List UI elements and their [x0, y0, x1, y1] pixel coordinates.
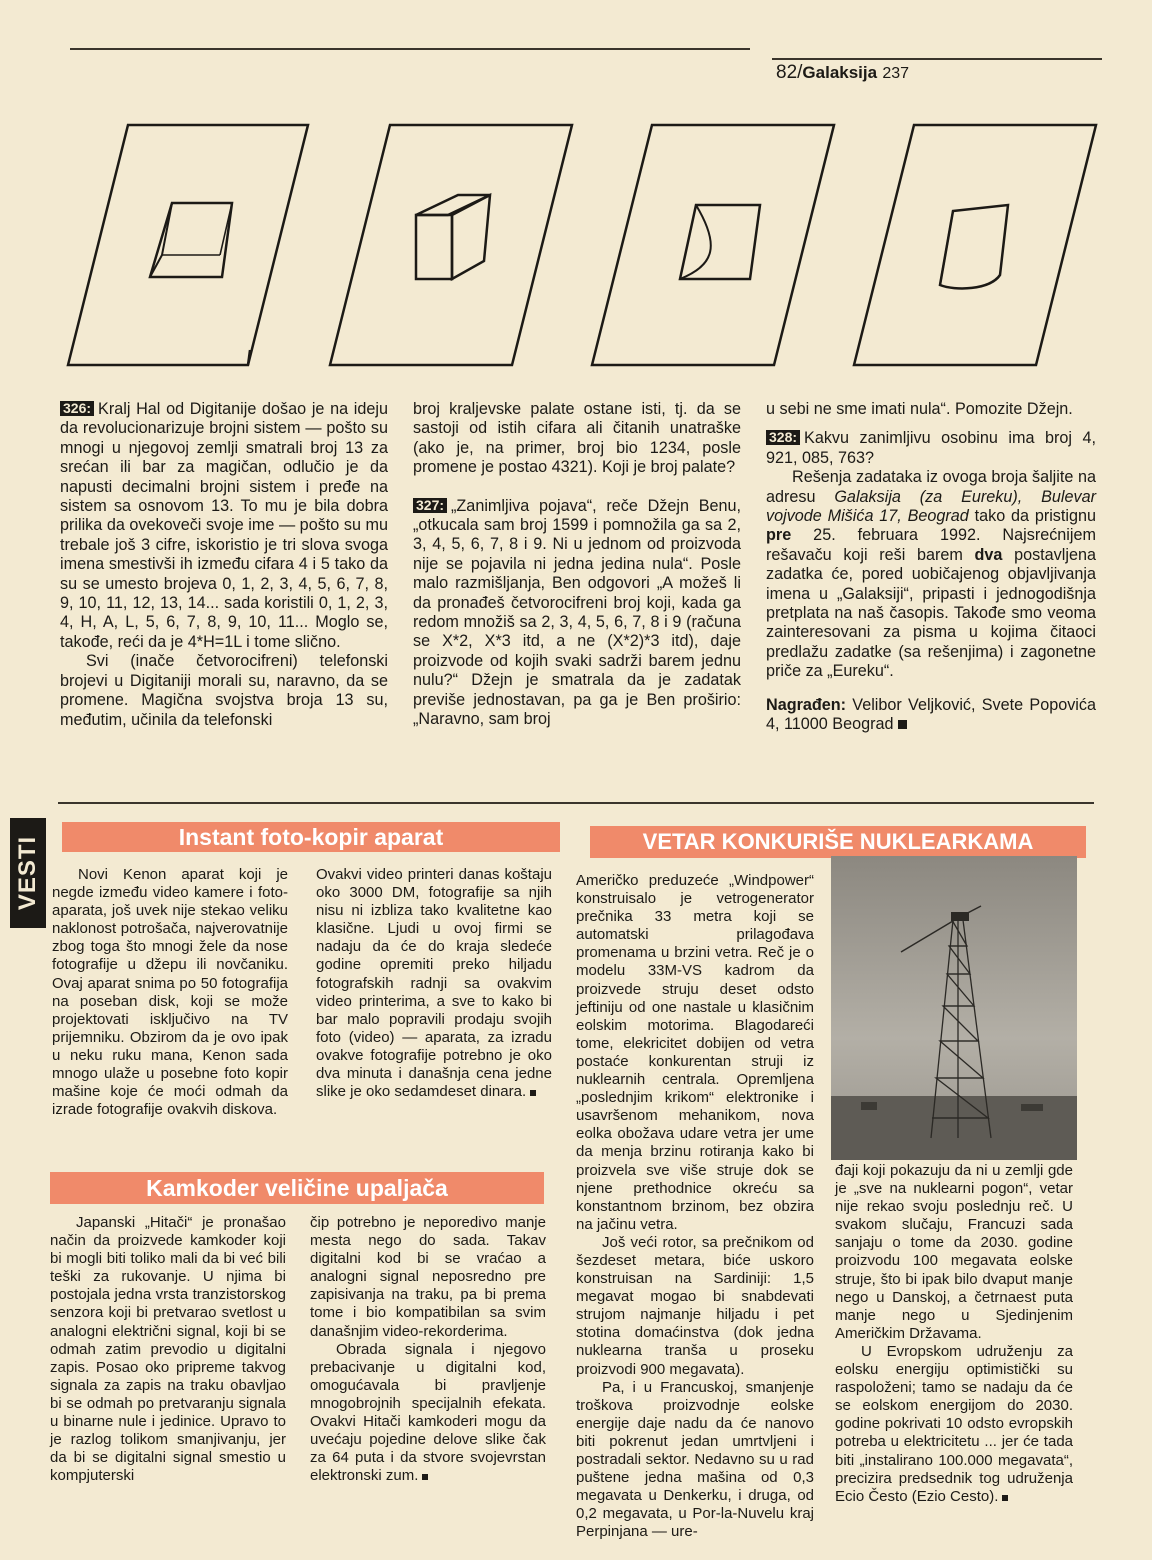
article-kamkoder-col-2 — [310, 1214, 546, 1485]
end-mark-icon — [898, 720, 907, 729]
article-vetar-col-2 — [835, 1162, 1073, 1506]
article-vetar-paragraph-1: Američko preduzeće „Windpower“ konstruisalo je vetrogenerator prečnika 33 metra koji se automatski prilagođava promenama u brzini vetra. Reč je o modelu 33M-VS kadrom da proizvede struju deset odsto jeftiniju od one nastale u klasičnim eolskim motorima. Blagodareći tome, elekricitet dobijen od vetra postaće konkurentan struji iz nuklearnih centrala. Opremljena „poslednjim krikom“ elektronike i usavršenom mehanikom, nova eolka obožava udare vetra jer ume da menja brzinu rotiranja kako bi proizvela sve više struje dok se njene prethodnice okreću sa konstantnom brzinom, bez obzira na jačinu vetra. — [576, 872, 814, 1233]
article-kamkoder-paragraph-1: Japanski „Hitači“ je pronašao način da proizvede kamkoder koji bi mogli biti toliko mali da bi već bili teški za rukovanje. U njima bi postojala jedna vrsta tranzistorskog senzora koji bi pretvarao svetlost u analogni električni signal, koji bi se odmah zatim prevodio u digitalni zapis. Posao oko pripreme takvog signala za zapis na traku obavljao bi se odmah po pretvaranju signala u binarne nule i jedinice. Upravo to je razlog tolikom smanjivanju, jer da bi se digitalni signal smestio u kompjuterski — [50, 1214, 286, 1485]
puzzle-326-continuation: broj kraljevske palate ostane isti, tj. da se sastoji od istih cifara ali čitanih unatraške (ako je, na primer, broj bio 1234, posle promene je postao 4321). Koji je broj palate? — [413, 400, 741, 477]
solutions-pre: pre — [766, 526, 792, 545]
puzzle-328-paragraph: Kakvu zanimljivu osobinu ima broj 4, 921, 085, 763? — [766, 429, 1096, 467]
article-vetar-paragraph-3: Pa, i u Francuskoj, smanjenje troškova proizvodnje eolske energije daje nadu da će nanovo biti pokrenut jedan umrtvljeni i postradali sektor. Nedavno su u rad puštene jedna mašina od 0,3 megavata u Denkerku, i druga, od 0,2 megavata, u Por-la-Nuvelu kraj Perpinjana — ure- — [576, 1378, 814, 1541]
puzzle-328-tag: 328: — [766, 430, 800, 445]
puzzle-column-2 — [413, 400, 741, 730]
puzzle-326-paragraph-2: Svi (inače četvorocifreni) telefonski brojevi u Digitaniji morali su, naravno, da se promene. Magična svojstva broja 13 su, međutim, učinila da telefonski — [60, 652, 388, 729]
solutions-address: Galaksija (za Eureku), Bulevar vojvode Mišića 17, Beograd — [766, 487, 1096, 526]
article-kamkoder-paragraph-2: čip potrebno je neporedivo manje mesta nego do sada. Takav digitalni kod bi se vraćao a analogni signal neposredno pre zapisivanja na traku, pa bi prema tome i bio kompatibilan sa svim današnjim video-rekorderima. — [310, 1214, 546, 1340]
puzzle-327-tag: 327: — [413, 498, 447, 513]
article-foto-paragraph-1: Novi Kenon aparat koji je negde između video kamere i foto-aparata, još uvek nije stekao veliku naklonost potrošača, najverovatnije zbog toga što mnogi žele da nose fotografije u džepu ili novčaniku. Ovaj aparat snima po 50 fotografija na poseban disk, koji se može projektovati isključivo na TV prijemniku. Obzirom da je ovo ipak u neku ruku mana, Kenon sada mnogo ulaže u posebne foto kopir mašine koje će moći odmah da izrade fotografije ovakvih diskova. — [52, 866, 288, 1119]
end-mark-icon — [1002, 1495, 1008, 1501]
top-rule-left — [70, 48, 750, 50]
puzzle-326-text — [60, 400, 388, 652]
puzzle-326-tag: 326: — [60, 401, 94, 416]
slab-1 — [68, 125, 308, 365]
puzzle-327-continuation: u sebi ne sme imati nula“. Pomozite Džejn. — [766, 400, 1073, 418]
winner-name: Velibor Veljković, Svete Popovića 4, 11000 Beograd — [766, 695, 1096, 734]
solutions-text-d: postavljena zadatka će, pored uobičajenog objavljivanja imena u „Galaksiji“, pripasti i jednogodišnja pretplata na naš časopis. Takođe smo veoma zainteresovani za pisma u kojima čitaoci predlažu zadatke (sa rešenjima) i zagonetne priče za „Eureku“. — [766, 545, 1096, 681]
slab-2 — [330, 125, 572, 365]
article-vetar-title: VETAR KONKURIŠE NUKLEARKAMA — [590, 826, 1086, 858]
article-foto-col-2 — [316, 866, 552, 1101]
winner-label: Nagrađen: — [766, 695, 847, 714]
article-vetar-col-1 — [576, 872, 814, 1541]
solutions-text-c: 25. februara 1992. Najsrećnijem rešavaču koji reši barem — [766, 526, 1096, 564]
end-mark-icon — [422, 1474, 428, 1480]
article-foto-paragraph-2-text: Ovakvi video printeri danas koštaju oko 3000 DM, fotografije sa njih nisu ni izbliza tako kvalitetne kao klasične. Ljudi u ovoj firmi se nadaju da će do kraja sledeće godine opremiti preko hiljadu fotografskih radnji sa ovakvim video printerima, a sve to kako bi bar malo popravili prodaju svojih foto (video) — aparata, za izradu ovakve fotografije potrebno je oko dva minuta i današnja cena jedne slike je oko sedamdeset dinara. — [316, 866, 552, 1101]
puzzle-328-text — [766, 429, 1096, 468]
article-kamkoder-col-1 — [50, 1214, 286, 1485]
solutions-dva: dva — [974, 545, 1003, 564]
article-vetar-paragraph-2: Još veći rotor, sa prečnikom od šezdeset metara, biće uskoro konstruisan na Sardiniji: 1,5 megavat mogao bi snabdevati strujom najmanje hiljadu i pet stotina domaćinstva (dok jedna nuklearna tranša u proseku proizvodi 900 megavata). — [576, 1233, 814, 1378]
puzzle-column-3 — [766, 400, 1096, 735]
solutions-text-a: Rešenja zadataka iz ovoga broja šaljite na adresu — [766, 468, 1096, 506]
magazine-name: Galaksija — [802, 63, 878, 82]
top-rule-right — [772, 58, 1102, 60]
puzzle-column-1 — [60, 400, 388, 730]
article-vetar-paragraph-5-text: U Evropskom udruženju za eolsku energiju optimistički su raspoloženi; tamo se nadaju da će se eolskom energijom do 2030. godine pokrivati 10 odsto evropskih potreba u elektricitetu ... jer će tada biti „instalirano 100.000 megavata“, precizira predsednik tog udruženja Ecio Često (Ezio Cesto). — [835, 1342, 1073, 1505]
section-label-vesti — [10, 818, 46, 928]
slab-4 — [854, 125, 1096, 365]
puzzle-326-paragraph-1: Kralj Hal od Digitanije došao je na ideju da revolucionarizuje brojni sistem — pošto su mnogi u njegovoj zemlji smatrali broj 13 za srećan ili bar za magičan, odlučio je da napusti decimalni brojni sistem i pređe na sistem sa osnovom 13. To mu je bila dobra prilika da ovekoveči svoje ime — pošto su mu trebale još 3 cifre, iskoristio je tri slova svoga imena smestivši ih između cifara 4 i 5 tako da su se umesto brojeva 0, 1, 2, 3, 4, 5, 6, 7, 8, 9, 10, 11, 12, 13, 14... sada koristili 0, 1, 2, 3, 4, H, A, L, 5, 6, 7, 8, 9, 10, 11... Moglo se, takođe, reći da je 4*H=1L i tome slično. — [60, 400, 388, 651]
puzzle-327-text — [413, 497, 741, 730]
page-number: 82/ — [776, 62, 803, 83]
article-kamkoder-title: Kamkoder veličine upaljača — [50, 1172, 544, 1204]
article-vetar-paragraph-4: đaji koji pokazuju da ni u zemlji gde je „sve na nuklearni pogon“, vetar nije rekao svoju poslednju reč. U svakom slučaju, Francuzi sada sanjaju o tome da 2030. godine proizvodu 100 megavata eolske struje, što bi ipak bilo dvaput manje nego u Danskoj, a četrnaest puta manje nego u Sjedinjenim Američkim Državama. — [835, 1162, 1073, 1342]
section-divider — [58, 802, 1094, 804]
solutions-paragraph — [766, 468, 1096, 681]
winner-line — [766, 696, 1096, 735]
article-foto-title: Instant foto-kopir aparat — [62, 822, 560, 852]
issue-number: 237 — [882, 65, 910, 82]
solutions-text-b: tako da pristignu — [968, 507, 1097, 526]
puzzle-327-paragraph: „Zanimljiva pojava“, reče Džejn Benu, „otkucala sam broj 1599 i pomnožila ga sa 2, 3, 4, 5, 6, 7, 8 i 9. Ni u jednom od proizvoda nije se pojavila ni jedna jedina nula“. Posle malo razmišljanja, Ben odgovori „A možeš li da pronađeš četvorocifreni broj koji, kada ga redom množiš sa 2, 3, 4, 5, 6, 7, 8 i 9 (računa se X*2, X*3 itd, a ne (X*2)*3 itd), daje proizvode od kojih svaki sadrži barem jednu nulu?“ Džejn je smatrala da je zadatak previše jednostavan, pa ga je Ben proširio: „Naravno, sam broj — [413, 496, 741, 729]
puzzle-figure — [60, 115, 1110, 385]
wind-turbine-photo — [831, 856, 1077, 1160]
article-foto-paragraph-2 — [316, 866, 552, 1101]
page-header — [776, 62, 909, 84]
article-vetar-paragraph-5 — [835, 1343, 1073, 1506]
section-label-text: VESTI — [14, 835, 41, 911]
article-kamkoder-paragraph-3-text: Obrada signala i njegovo prebacivanje u digitalni kod, omogućavala bi pravljenje mnogobrojnih specijalnih efekata. Ovakvi Hitači kamkoderi mogu da uvećaju pojedine delove slike čak za 64 puta i da stvore svojevrstan elektronski zum. — [310, 1340, 546, 1485]
end-mark-icon — [530, 1090, 536, 1096]
slab-3 — [592, 125, 834, 365]
article-kamkoder-paragraph-3 — [310, 1341, 546, 1486]
article-foto-col-1 — [52, 866, 288, 1119]
